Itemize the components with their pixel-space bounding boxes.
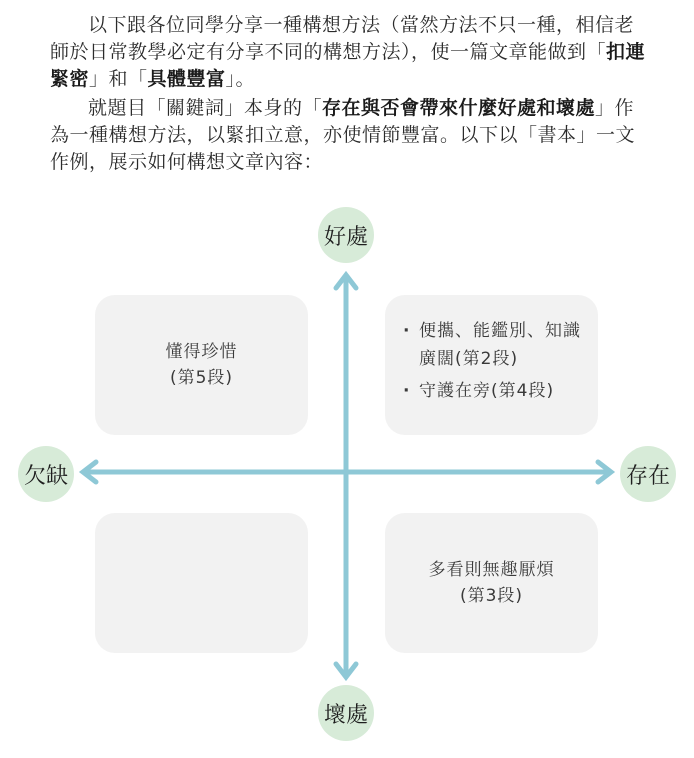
node-presence: 存在 bbox=[620, 446, 676, 502]
quadrant-top-left-line-2: (第5段) bbox=[169, 368, 234, 388]
quadrant-top-left-line-1: 懂得珍惜 bbox=[165, 342, 238, 362]
node-absence: 欠缺 bbox=[18, 446, 74, 502]
quadrant-top-right-list bbox=[401, 317, 590, 405]
intro-p2-text: 就題目「關鍵詞」本身的「 bbox=[88, 97, 323, 119]
quadrant-top-left bbox=[95, 295, 308, 435]
quadrant-bottom-right bbox=[385, 513, 598, 653]
quadrant-top-left-text bbox=[95, 339, 308, 391]
quadrant-bottom-right-text bbox=[385, 557, 598, 609]
intro-p1-mid: 」和「 bbox=[89, 68, 148, 90]
intro-p1-end: 」。 bbox=[225, 68, 256, 90]
node-benefit: 好處 bbox=[318, 207, 374, 263]
quadrant-bottom-left bbox=[95, 513, 308, 653]
intro-p1-bold-1: 扣連緊密 bbox=[50, 41, 646, 90]
intro-p2-end: 」作為一種構想方法，以緊扣立意，亦使情節豐富。以下以「書本」一文作例，展示如何構想文章內容： bbox=[50, 97, 636, 173]
quadrant-top-right bbox=[385, 295, 598, 435]
quadrant-bottom-right-line-2: (第3段) bbox=[459, 586, 524, 606]
node-harm: 壞處 bbox=[318, 685, 374, 741]
intro-p2-bold: 存在與否會帶來什麼好處和壞處 bbox=[322, 97, 596, 119]
intro-p1-bold-2: 具體豐富 bbox=[147, 68, 226, 90]
quadrant-bottom-right-line-1: 多看則無趣厭煩 bbox=[428, 560, 555, 580]
list-item: · 便攜、能鑑別、知識廣闊(第2段) bbox=[401, 317, 590, 373]
list-item: · 守護在旁(第4段) bbox=[401, 377, 590, 405]
intro-p1-text: 以下跟各位同學分享一種構想方法（當然方法不只一種，相信老師於日常教學必定有分享不同的構想方法），使一篇文章能做到「 bbox=[50, 14, 635, 63]
